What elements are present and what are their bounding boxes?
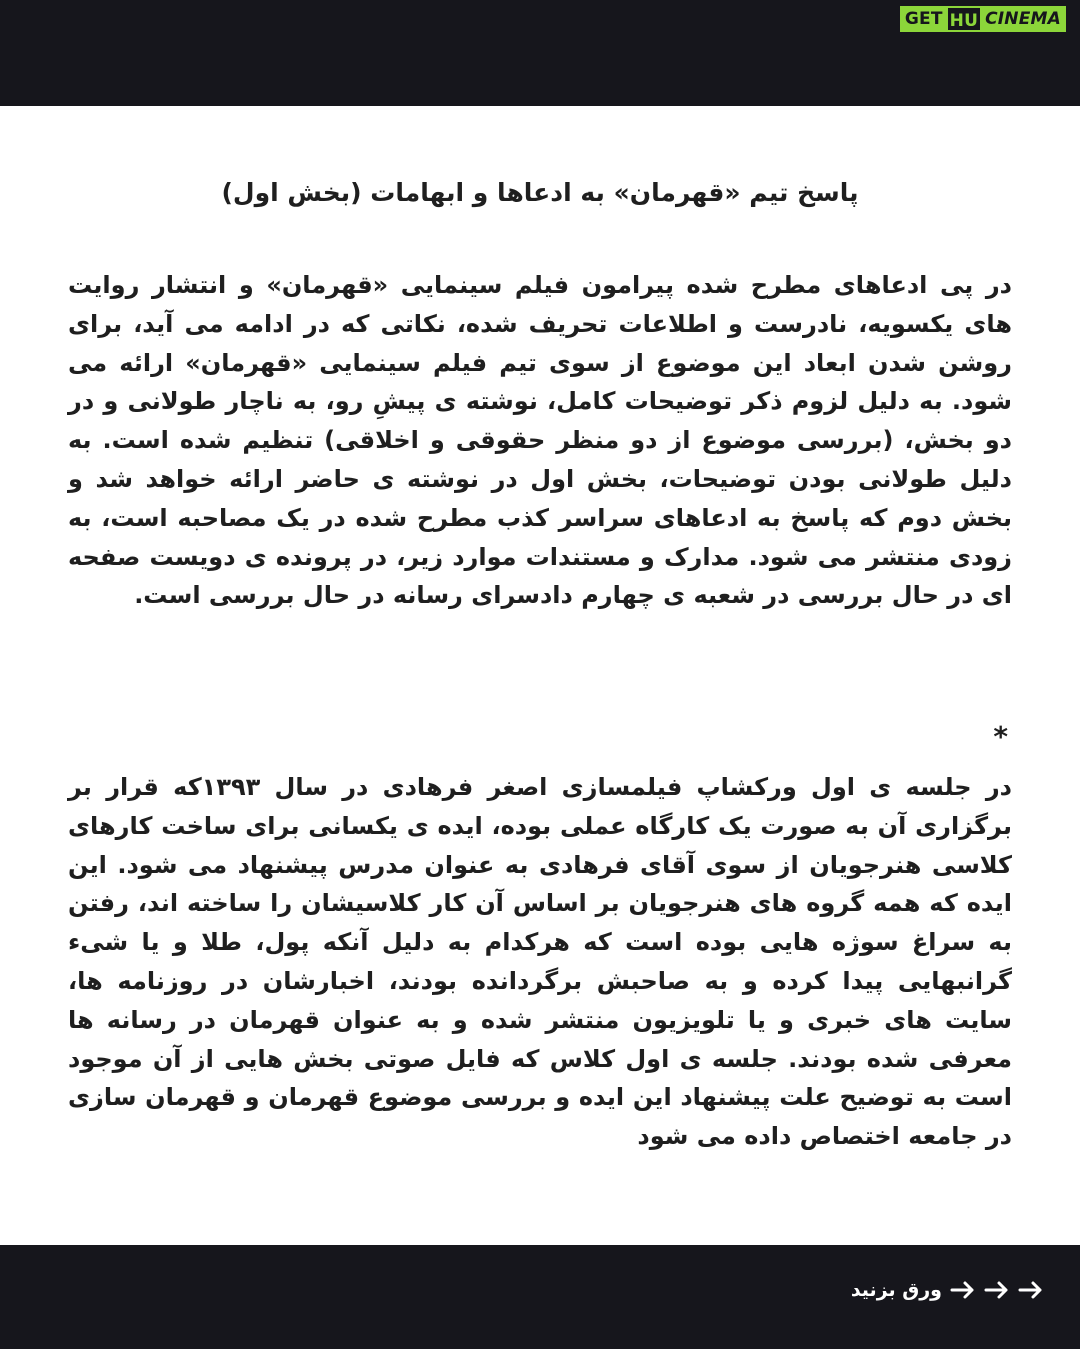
bottom-band [0, 1245, 1080, 1349]
intro-paragraph: در پی ادعاهای مطرح شده پیرامون فیلم سینمایی «قهرمان» و انتشار روایت های یکسویه، نادرست و اطلاعات تحریف شده، نکاتی که در ادامه می آید، برای روشن شدن ابعاد این موضوع از سوی تیم فیلم سینمایی «قهرمان» ارائه می شود. به دلیل لزوم ذکر توضیحات کامل، نوشته ی پیشِ رو، به ناچار طولانی و در دو بخش، (بررسی موضوع از دو منظر حقوقی و اخلاقی) تنظیم شده است. به دلیل طولانی بودن توضیحات، بخش اول در نوشته ی حاضر ارائه خواهد شد و بخش دوم که پاسخ به ادعاهای سراسر کذب مطرح شده در یک مصاحبه است، به زودی منتشر می شود. مدارک و مستندات موارد زیر، در پرونده ی دویست صفحه ای در حال بررسی در شعبه ی چهارم دادسرای رسانه در حال بررسی است. [68, 271, 1012, 610]
workshop-paragraph: در جلسه ی اول ورکشاپ فیلمسازی اصغر فرهادی در سال ۱۳۹۳که قرار بر برگزاری آن به صورت یک کارگاه عملی بوده، ایده ی یکسانی برای ساخت کارهای کلاسی هنرجویان از سوی آقای فرهادی به عنوان مدرس پیشنهاد می شود. این ایده که همه گروه های هنرجویان بر اساس آن کار کلاسیشان را ساخته اند، رفتن به سراغ سوژه هایی بوده است که هرکدام به دلیل آنکه پول، طلا و یا شیء گرانبهایی پیدا کرده و به صاحبش برگردانده بودند، اخبارشان در روزنامه ها، سایت های خبری و یا تلویزیون منتشر شده و به عنوان قهرمان در رسانه ها معرفی شده بودند. جلسه ی اول کلاس که فایل صوتی بخش هایی از آن موجود است به توضیح علت پیشنهاد این ایده و بررسی موضوع قهرمان و قهرمان سازی در جامعه اختصاص داده می شود [68, 773, 1012, 1151]
document-sheet [0, 106, 1080, 1245]
logo-part-cinema: CINEMA [982, 6, 1066, 32]
section-separator: * [993, 720, 1008, 753]
page-turn-hint [851, 1279, 1044, 1301]
logo-part-get: GET [900, 6, 946, 32]
arrow-right-icon [1018, 1280, 1044, 1300]
top-band [0, 0, 1080, 106]
document-title: پاسخ تیم «قهرمان» به ادعاها و ابهامات (بخش اول) [221, 178, 859, 207]
arrow-right-icon [950, 1280, 976, 1300]
logo-part-hu: HU [946, 6, 982, 32]
arrow-right-icon [984, 1280, 1010, 1300]
page-turn-label: ورق بزنید [850, 1279, 942, 1301]
watermark-logo [900, 6, 1066, 32]
